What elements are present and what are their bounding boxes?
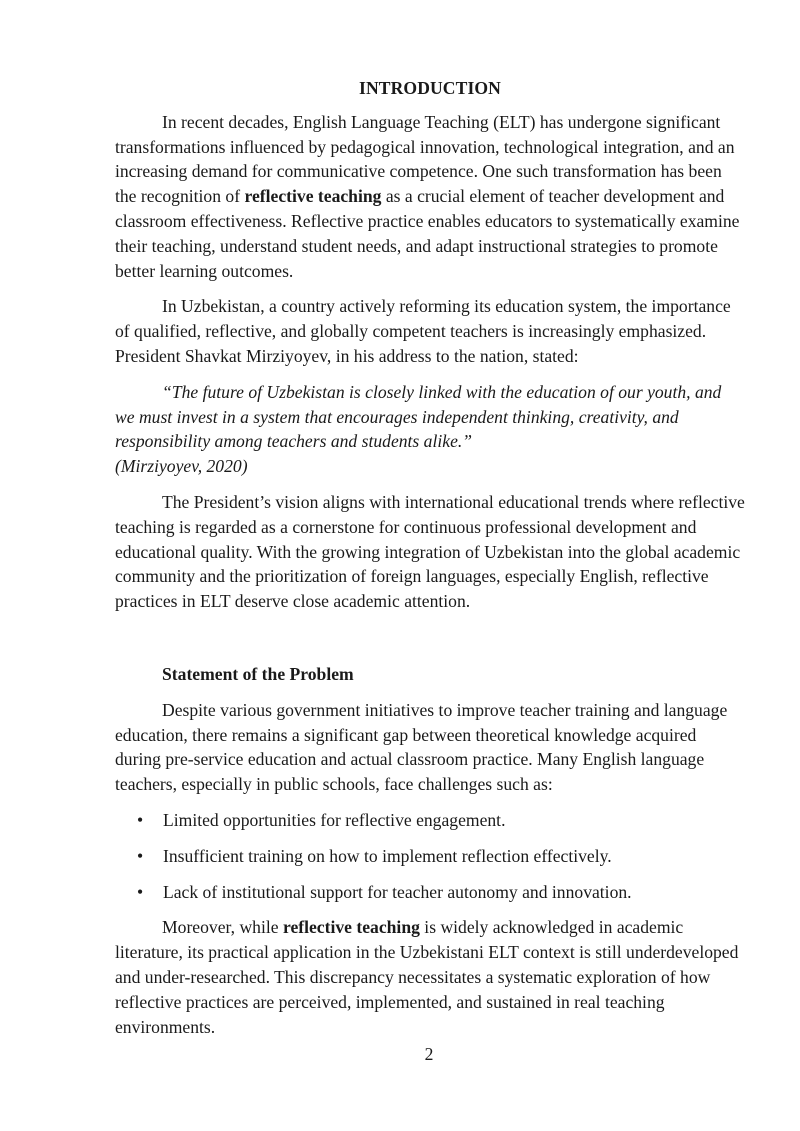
list-item-text: Lack of institutional support for teacher autonomy and innovation. <box>163 881 632 902</box>
problem-p2-text-start: Moreover, while <box>162 917 283 938</box>
list-item <box>115 880 745 905</box>
intro-p1-bold-term: reflective teaching <box>244 186 382 207</box>
problem-paragraph-2 <box>115 915 745 1039</box>
list-item <box>115 808 745 833</box>
intro-paragraph-3: The President’s vision aligns with international educational trends where reflective teaching is regarded as a cornerstone for continuous professional development and educational quality. With the growing integration of Uzbekistan into the global academic community and the prioritization of foreign languages, especially English, reflective practices in ELT deserve close academic attention. <box>115 491 745 612</box>
section-heading-problem: Statement of the Problem <box>162 663 354 684</box>
list-item <box>115 844 745 869</box>
problem-p2-bold-term: reflective teaching <box>282 917 420 938</box>
page-number: 2 <box>424 1044 434 1064</box>
bullet-icon: • <box>137 881 144 902</box>
challenges-list <box>115 808 745 904</box>
list-item-text: Insufficient training on how to implement reflection effectively. <box>163 845 612 866</box>
document-page <box>115 72 745 1050</box>
problem-p2-text-end: is widely acknowledged in academic literature, its practical application in the Uzbekistani ELT context is still underdeveloped and under-researched. This discrepancy necessitates a systematic exploration of how reflective practices are perceived, implemented, and sustained in real teaching environments. <box>115 917 739 1037</box>
problem-paragraph-1: Despite various government initiatives to improve teacher training and language education, there remains a significant gap between theoretical knowledge acquired during pre-service education and actual classroom practice. Many English language teachers, especially in public schools, face challenges such as: <box>115 699 728 795</box>
intro-p1-text-end: as a crucial element of teacher development and classroom effectiveness. Reflective practice enables educators to systematically examine their teaching, understand student needs, and adapt instructional strategies to promote better learning outcomes. <box>115 186 740 281</box>
quote-citation: (Mirziyoyev, 2020) <box>115 456 248 477</box>
presidential-quote <box>115 380 745 479</box>
bullet-icon: • <box>137 809 144 830</box>
bullet-icon: • <box>137 845 144 866</box>
list-item-text: Limited opportunities for reflective engagement. <box>163 809 506 830</box>
intro-p1-text-start: In recent decades, English Language Teaching (ELT) has undergone significant transformations influenced by pedagogical innovation, technological integration, and an increasing demand for communicative competence. One such transformation has been the recognition of <box>115 111 735 207</box>
intro-paragraph-1 <box>115 110 745 284</box>
page-title: INTRODUCTION <box>359 78 501 98</box>
quote-text: “The future of Uzbekistan is closely linked with the education of our youth, and we must invest in a system that encourages independent thinking, creativity, and responsibility among teachers and students alike.” <box>115 381 722 452</box>
intro-paragraph-2: In Uzbekistan, a country actively reforming its education system, the importance of qualified, reflective, and globally competent teachers is increasingly emphasized. President Shavkat Mirziyoyev, in his address to the nation, stated: <box>115 296 731 366</box>
